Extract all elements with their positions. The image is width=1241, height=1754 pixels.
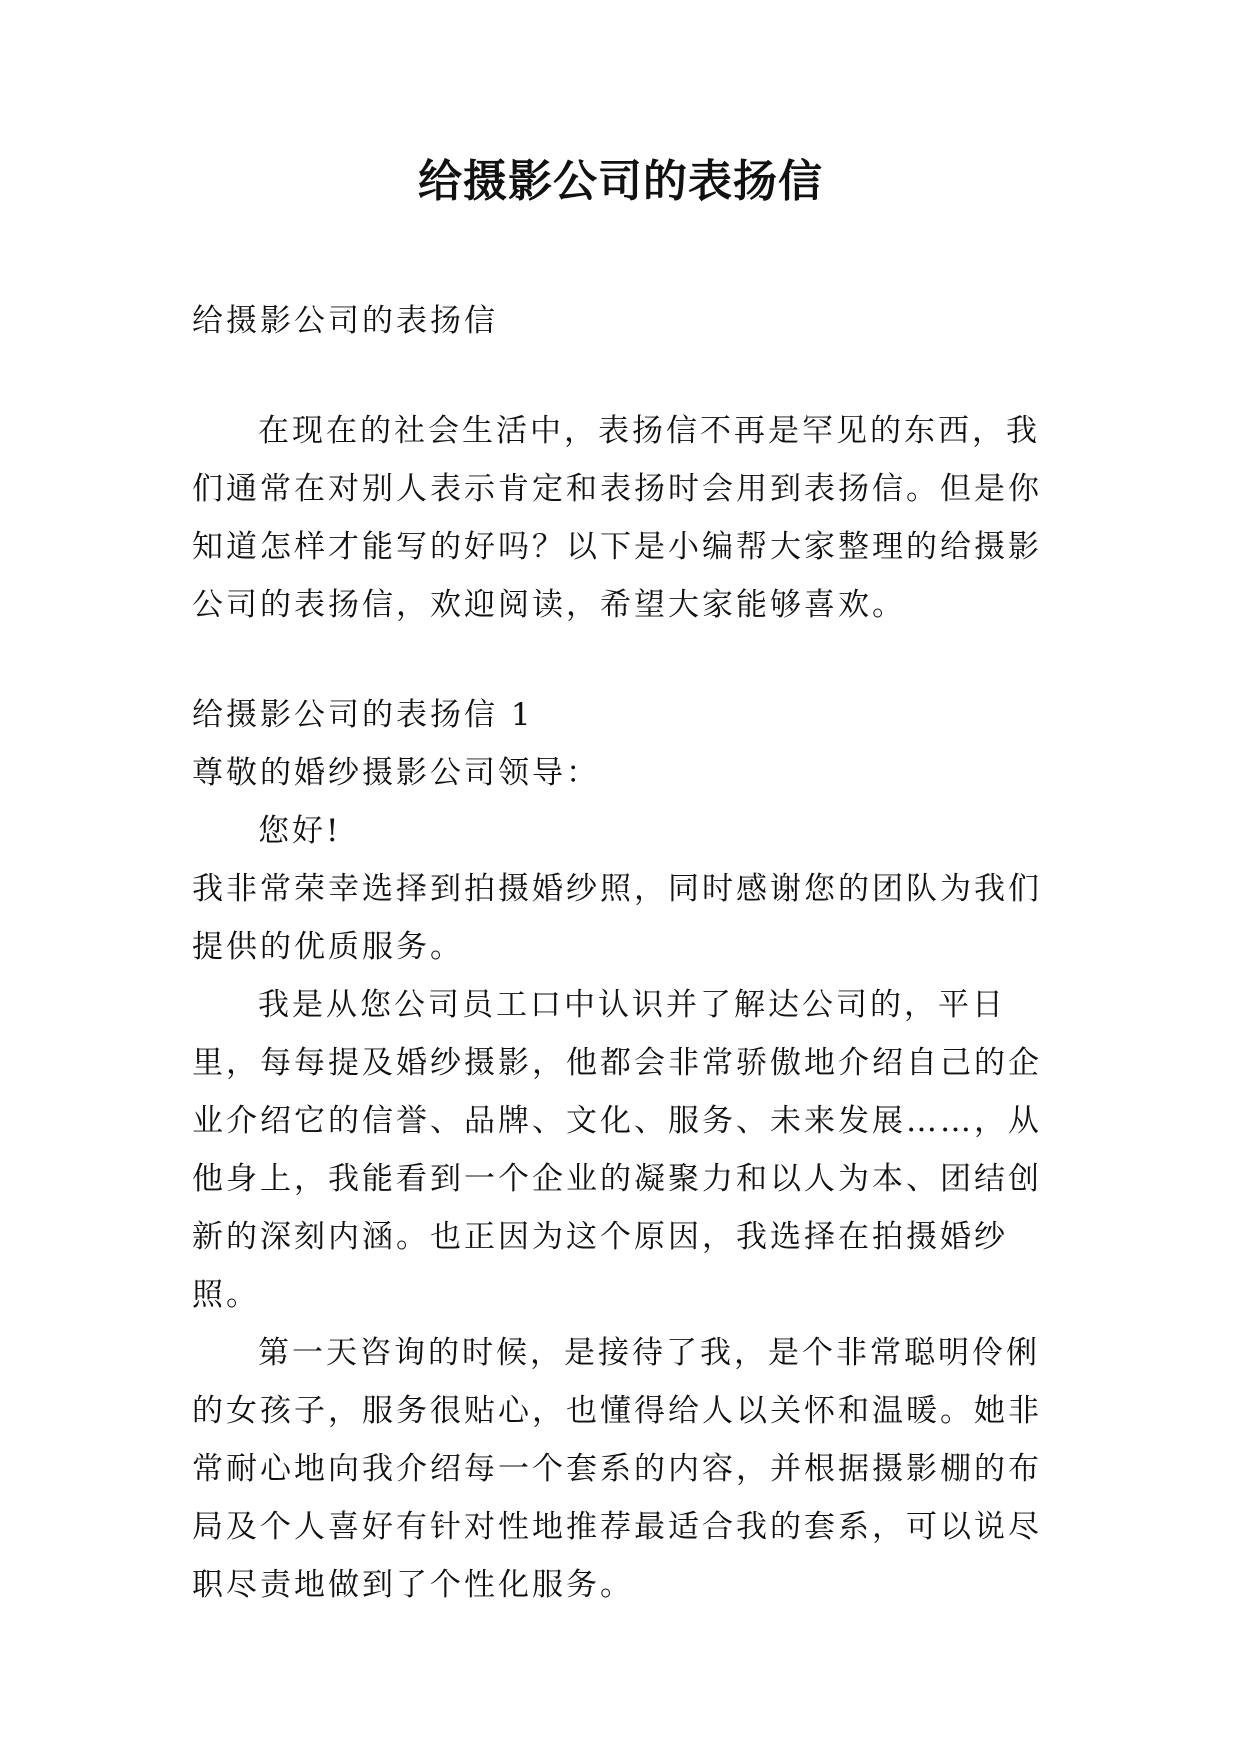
letter-paragraph-3: 第一天咨询的时候，是接待了我，是个非常聪明伶俐的女孩子，服务很贴心，也懂得给人以关怀和温暖。她非常耐心地向我介绍每一个套系的内容，并根据摄影棚的布局及个人喜好有针对性地推荐最适合我的套系，可以说尽职尽责地做到了个性化服务。 (192, 1335, 1042, 1603)
letter-salutation: 尊敬的婚纱摄影公司领导： (192, 755, 600, 791)
document-subtitle: 给摄影公司的表扬信 (192, 303, 498, 339)
letter-paragraph-2: 我是从您公司员工口中认识并了解达公司的，平日里，每每提及婚纱摄影，他都会非常骄傲地介绍自己的企业介绍它的信誉、品牌、文化、服务、未来发展……，从他身上，我能看到一个企业的凝聚力和以人为本、团结创新的深刻内涵。也正因为这个原因，我选择在拍摄婚纱照。 (192, 987, 1042, 1313)
intro-paragraph: 在现在的社会生活中，表扬信不再是罕见的东西，我们通常在对别人表示肯定和表扬时会用到表扬信。但是你知道怎样才能写的好吗？以下是小编帮大家整理的给摄影公司的表扬信，欢迎阅读，希望大家能够喜欢。 (192, 413, 1042, 623)
letter-greeting: 您好! (258, 813, 342, 849)
letter-heading: 给摄影公司的表扬信 1 (192, 697, 534, 733)
letter-paragraph-1: 我非常荣幸选择到拍摄婚纱照，同时感谢您的团队为我们提供的优质服务。 (192, 871, 1042, 965)
document-title: 给摄影公司的表扬信 (418, 156, 823, 207)
document-body (192, 292, 1058, 1614)
